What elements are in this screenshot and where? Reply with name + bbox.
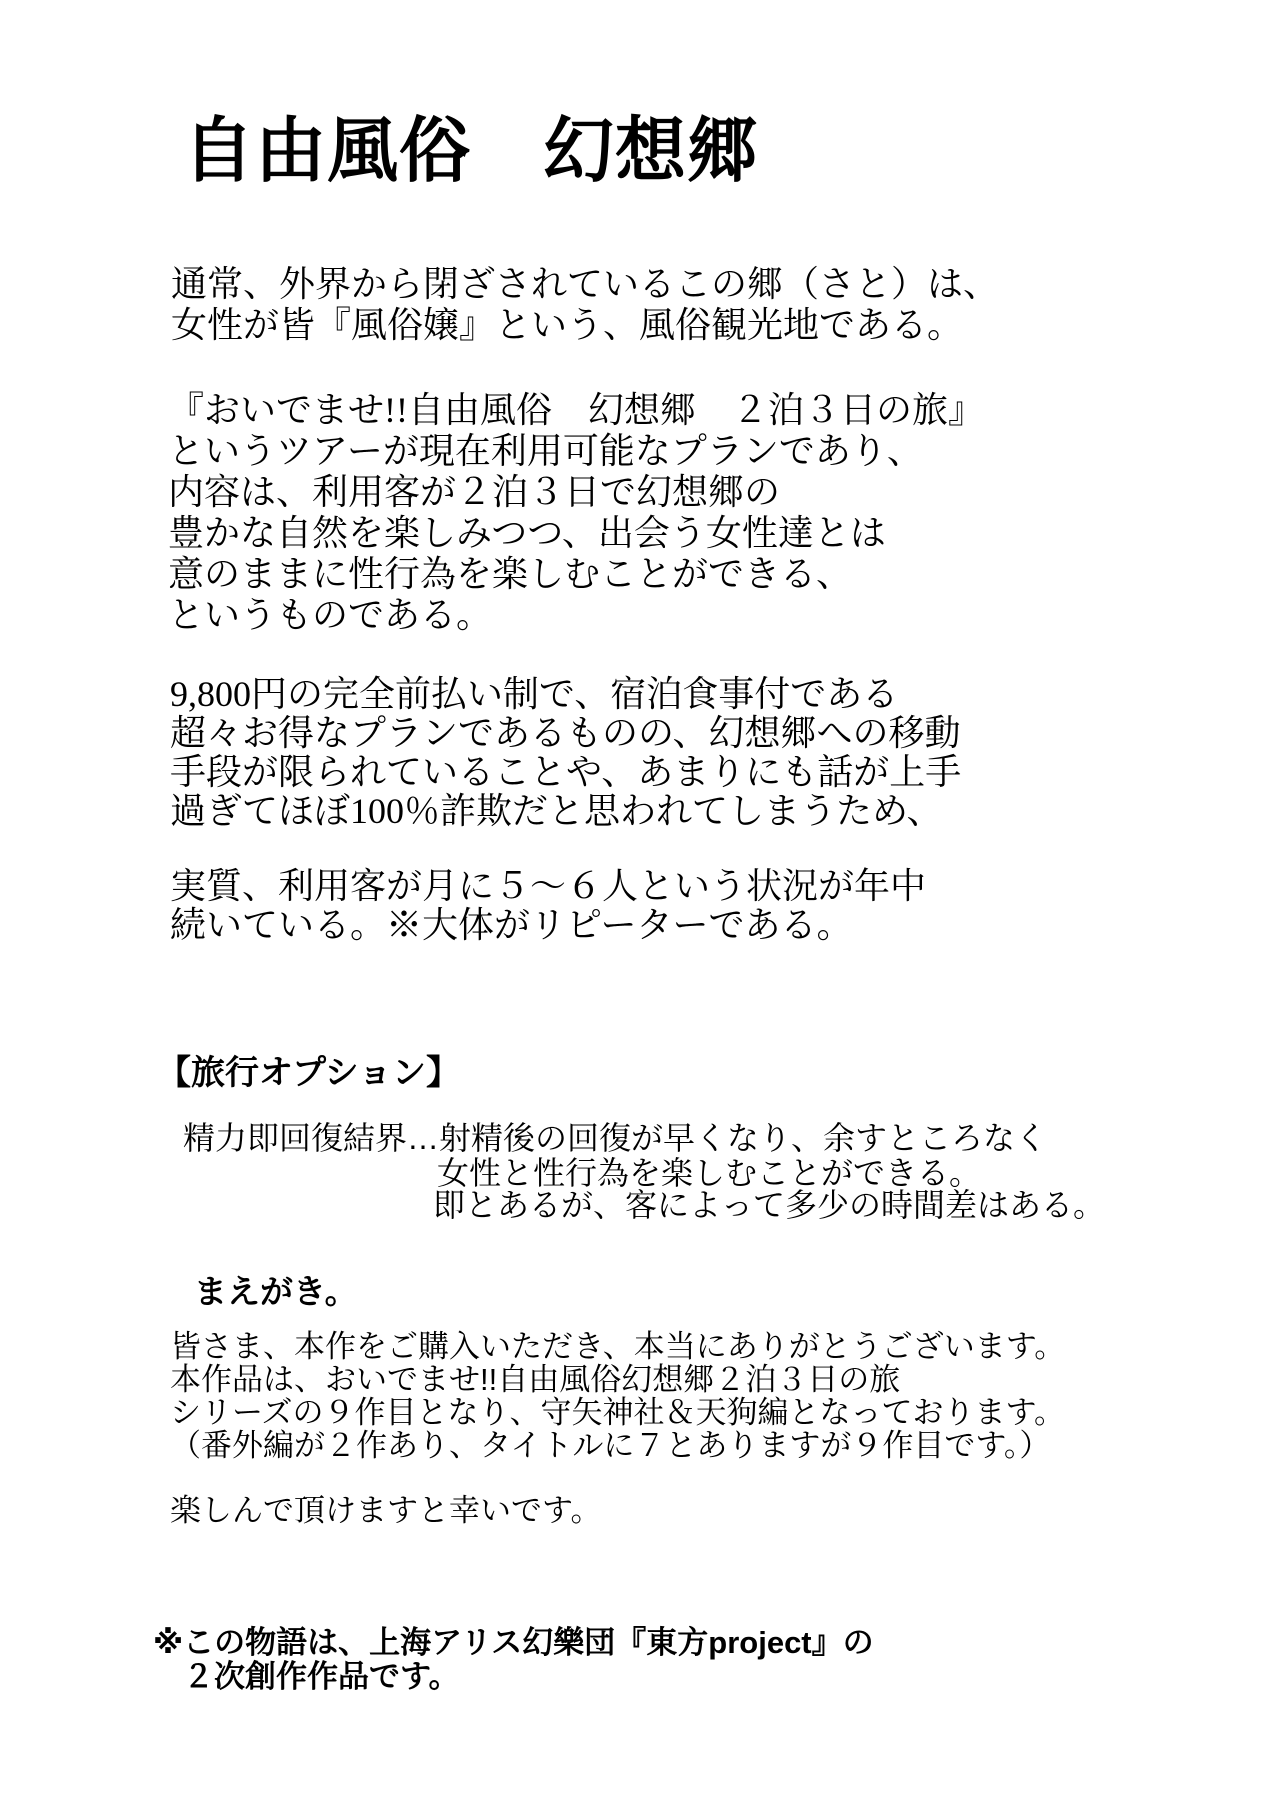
copyright-notice-line: ※この物語は、上海アリス幻樂団『東方project』の (153, 1625, 874, 1660)
text-line: 女性が皆『風俗嬢』という、風俗観光地である。 (171, 305, 964, 345)
travel-options-heading: 【旅行オプション】 (157, 1054, 460, 1092)
preface-heading: まえがき。 (194, 1273, 358, 1310)
travel-option-line: 女性と性行為を楽しむことができる。 (437, 1155, 982, 1191)
intro-paragraph-3 (170, 675, 961, 831)
text-line: 超々お得なプランであるものの、幻想郷への移動 (170, 713, 961, 753)
text-line: （番外編が２作あり、タイトルに７とありますが９作目です。） (170, 1428, 1051, 1463)
text-line: 続いている。※大体がリピーターである。 (170, 905, 853, 945)
text-line: 9,800円の完全前払い制で、宿泊食事付である (170, 674, 899, 714)
travel-option-line: 即とあるが、客によって多少の時間差はある。 (433, 1187, 1106, 1223)
intro-paragraph-1 (171, 264, 999, 346)
text-line: というツアーが現在利用可能なプランであり、 (168, 431, 923, 471)
text-line: 通常、外界から閉ざされているこの郷（さと）は、 (171, 264, 1000, 304)
text-line: 『おいでませ!!自由風俗 幻想郷 ２泊３日の旅』 (168, 390, 984, 430)
intro-paragraph-4 (170, 867, 926, 945)
text-line: 意のままに性行為を楽しむことができる、 (168, 554, 853, 594)
travel-option-line: 精力即回復結界…射精後の回復が早くなり、余すところなく (183, 1120, 1048, 1156)
text-line: 内容は、利用客が２泊３日で幻想郷の (168, 472, 781, 512)
text-line: 実質、利用客が月に５～６人という状況が年中 (170, 866, 927, 906)
text-line: というものである。 (168, 595, 493, 635)
preface-paragraph (170, 1330, 1065, 1462)
text-line: 皆さま、本作をご購入いただき、本当にありがとうございます。 (170, 1329, 1066, 1364)
intro-paragraph-2 (168, 390, 984, 636)
text-line: シリーズの９作目となり、守矢神社＆天狗編となっております。 (170, 1395, 1065, 1430)
text-line: 手段が限られていることや、あまりにも話が上手 (170, 752, 962, 792)
preface-closing: 楽しんで頂けますと幸いです。 (170, 1493, 602, 1528)
text-line: 豊かな自然を楽しみつつ、出会う女性達とは (168, 513, 886, 553)
copyright-notice-line: ２次創作作品です。 (183, 1659, 460, 1694)
page-title: 自由風俗 幻想郷 (183, 113, 760, 191)
text-line: 過ぎてほぼ100％詐欺だと思われてしまうため、 (170, 791, 943, 831)
text-line: 本作品は、おいでませ!!自由風俗幻想郷２泊３日の旅 (170, 1362, 901, 1397)
